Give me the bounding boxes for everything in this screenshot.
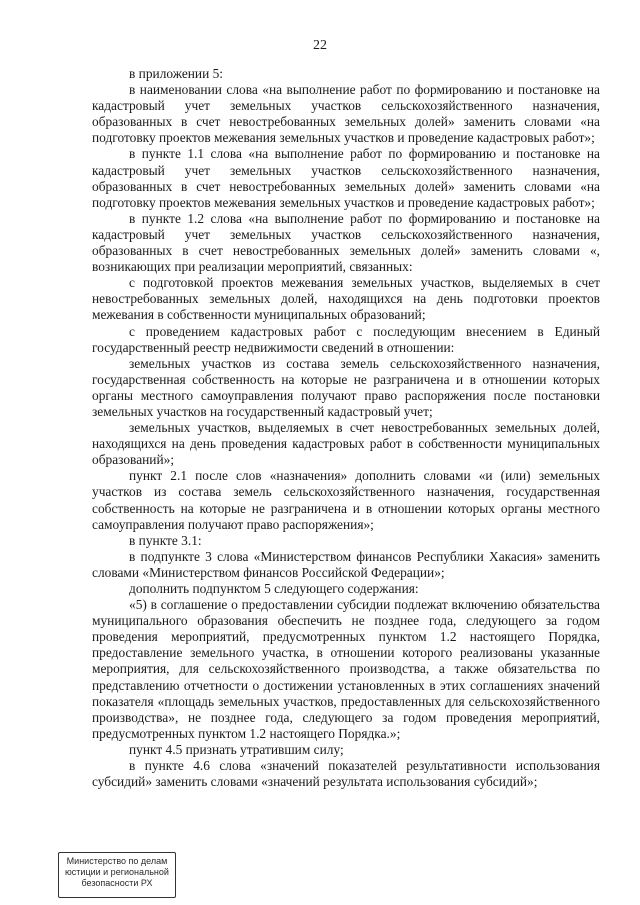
paragraph: в приложении 5:	[129, 66, 224, 81]
paragraph: в наименовании слова «на выполнение работ по формированию и постановке на кадастровый учет земельных участков сельскохозяйственного назначения, образованных в счет невостребованных земельных долей» заменить словами «на подготовку проектов межевания земельных участков и проведение кадастровых работ»;	[92, 82, 600, 146]
paragraph: дополнить подпунктом 5 следующего содержания:	[129, 581, 419, 596]
document-body	[92, 66, 600, 790]
paragraph: в подпункте 3 слова «Министерством финансов Республики Хакасия» заменить словами «Министерством финансов Российской Федерации»;	[92, 548, 600, 580]
paragraph: с подготовкой проектов межевания земельных участков, выделяемых в счет невостребованных земельных долей, находящихся на день подготовки проектов межевания в собственности муниципальных образований;	[92, 275, 600, 323]
stamp-line: юстиции и региональной	[65, 867, 169, 877]
paragraph: земельных участков, выделяемых в счет невостребованных земельных долей, находящихся на день проведения кадастровых работ в собственности муниципальных образований»;	[92, 420, 600, 468]
paragraph: в пункте 1.2 слова «на выполнение работ по формированию и постановке на кадастровый учет земельных участков сельскохозяйственного назначения, образованных в счет невостребованных земельных долей» заменить словами «, возникающих при реализации мероприятий, связанных:	[92, 210, 600, 275]
paragraph: в пункте 1.1 слова «на выполнение работ по формированию и постановке на кадастровый учет земельных участков сельскохозяйственного назначения, образованных в счет невостребованных земельных долей» заменить словами «на подготовку проектов межевания земельных участков и проведение кадастровых работ»;	[92, 146, 600, 210]
paragraph: в пункте 3.1:	[129, 532, 202, 548]
paragraph: земельных участков из состава земель сельскохозяйственного назначения, государственная собственность на которые не разграничена и в отношении которых органы местного самоуправления получают право распоряжения после постановки земельных участков на государственный кадастровый учет;	[92, 355, 600, 419]
paragraph: с проведением кадастровых работ с последующим внесением в Единый государственный реестр недвижимости сведений в отношении:	[92, 323, 600, 355]
paragraph: «5) в соглашение о предоставлении субсидии подлежат включению обязательства муниципального образования обеспечить не позднее года, следующего за годом проведения мероприятий, предусмотренных пунктом 1.2 настоящего Порядка, предоставление земельного участка, в отношении которого реализованы указанные мероприятия, для сельскохозяйственного производства, а также обязательства по представлению отчетности о достижении установленных в этих соглашениях значений показателя «площадь земельных участков, предоставленных для сельскохозяйственного производства», не позднее года, следующего за годом проведения мероприятий, предусмотренных пунктом 1.2 настоящего Порядка.»;	[92, 597, 600, 741]
stamp-line: Министерство по делам	[66, 856, 168, 866]
paragraph: пункт 4.5 признать утратившим силу;	[129, 741, 344, 757]
ministry-stamp	[58, 852, 176, 898]
page-number: 22	[313, 38, 327, 53]
paragraph: пункт 2.1 после слов «назначения» дополнить словами «и (или) земельных участков из состава земель сельскохозяйственного назначения, государственная собственность на которые не разграничена и в отношении которых органы местного самоуправления получают право распоряжения»;	[92, 468, 600, 532]
paragraph: в пункте 4.6 слова «значений показателей результативности использования субсидий» заменить словами «значений результата использования субсидий»;	[92, 758, 600, 790]
stamp-line: безопасности РХ	[81, 878, 153, 888]
